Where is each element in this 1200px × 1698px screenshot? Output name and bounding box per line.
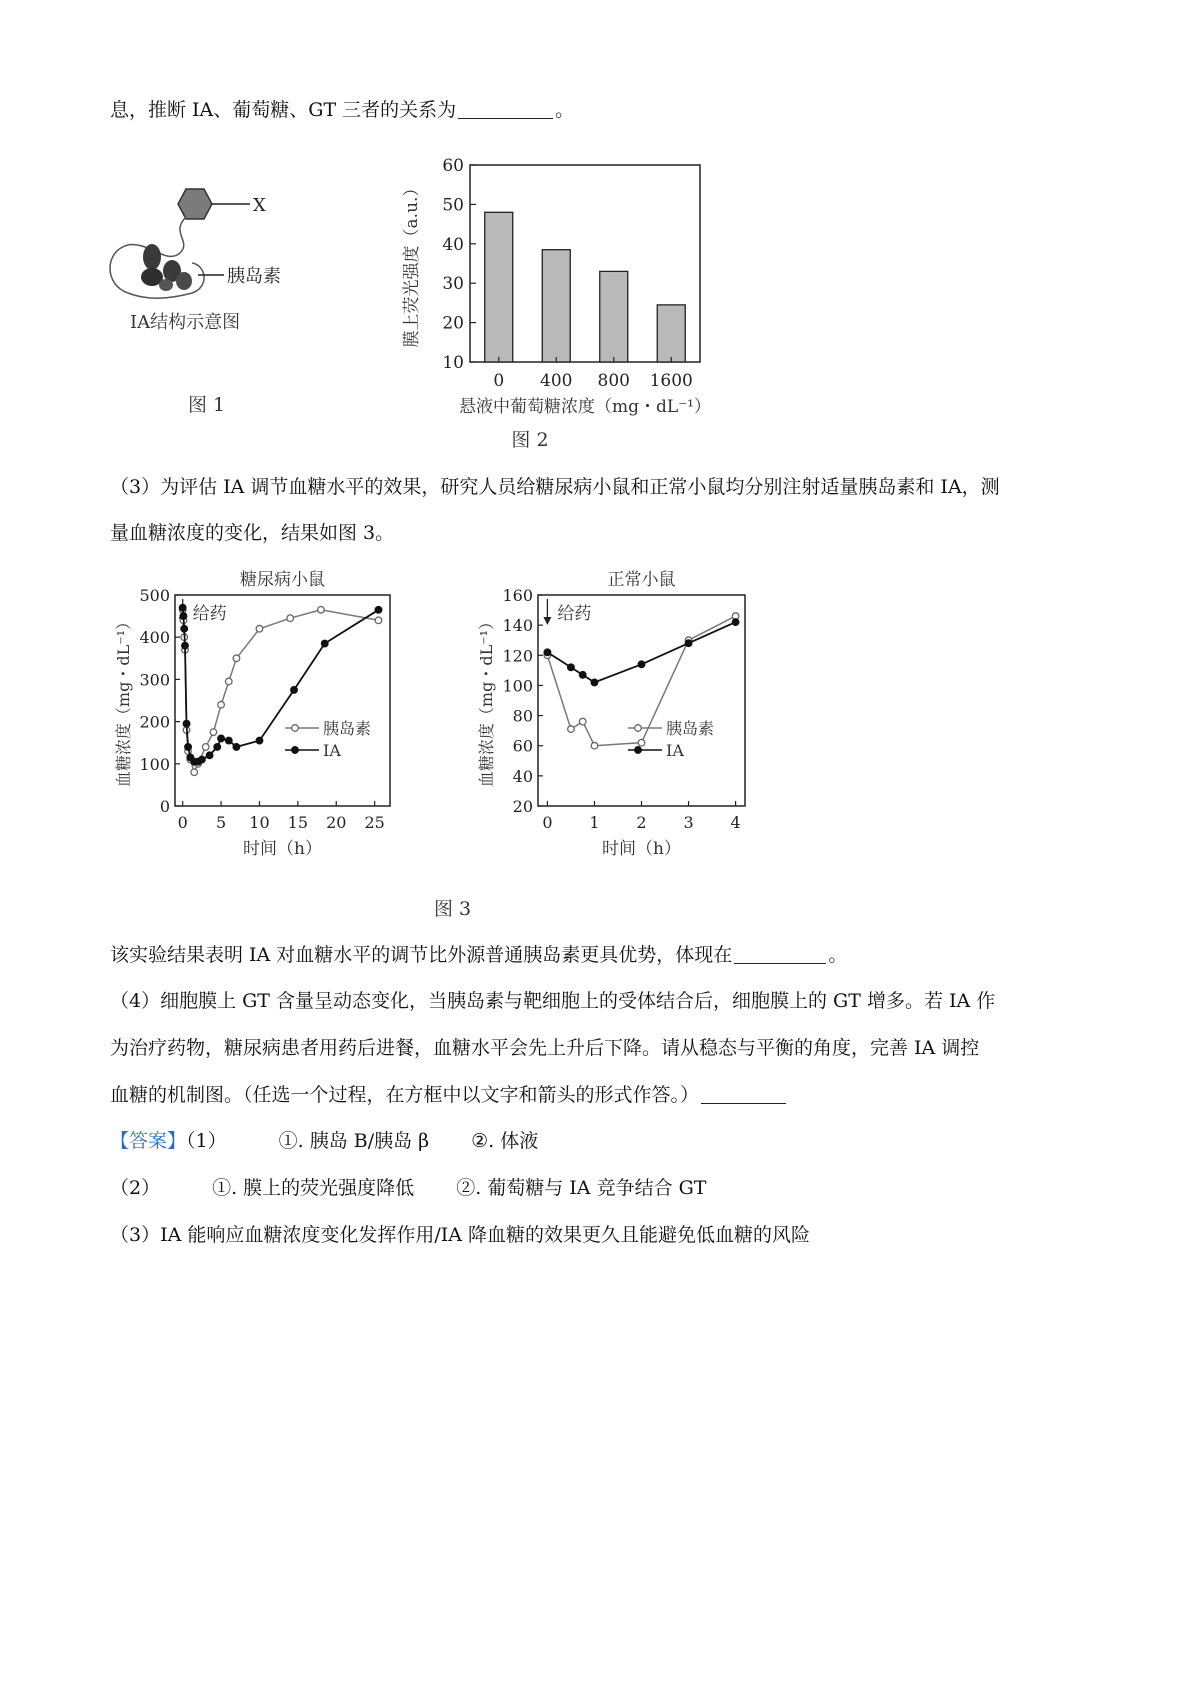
fig2-y-tick-label: 40 bbox=[442, 234, 464, 255]
figure-3-normal-chart bbox=[470, 560, 810, 890]
fig3b-dosing-arrowhead bbox=[543, 617, 551, 625]
fig1-label-x: X bbox=[253, 195, 266, 216]
q3-line-1: （3）为评估 IA 调节血糖水平的效果，研究人员给糖尿病小鼠和正常小鼠均分别注射适量胰岛素和 IA，测 bbox=[110, 476, 1000, 498]
fig3b-y-tick-label: 80 bbox=[512, 706, 533, 726]
q3-line-2: 量血糖浓度的变化，结果如图 3。 bbox=[110, 522, 395, 544]
fig3a-annotation: 给药 bbox=[192, 604, 227, 624]
fig3a-series-line-ia bbox=[183, 608, 379, 762]
fig2-y-tick-label: 20 bbox=[442, 313, 464, 334]
result-line bbox=[110, 945, 847, 965]
fig3-caption: 图 3 bbox=[434, 898, 472, 920]
fig3a-y-tick-label: 300 bbox=[139, 670, 170, 690]
fig3a-plot-frame bbox=[175, 595, 390, 806]
answer-line-1 bbox=[110, 1132, 538, 1151]
q4-line-3 bbox=[110, 1085, 788, 1105]
fig3a-point-ia bbox=[256, 737, 263, 744]
fig3a-y-tick-label: 100 bbox=[139, 754, 170, 774]
fig3a-series-line-insulin bbox=[183, 610, 379, 772]
fig2-y-axis-label: 膜上荧光强度（a.u.） bbox=[402, 179, 422, 348]
fig3b-x-tick-label: 3 bbox=[683, 813, 694, 832]
fig3a-x-axis-label: 时间（h） bbox=[243, 839, 322, 859]
answer-1-num: （1） bbox=[186, 1130, 227, 1152]
fig3b-x-tick-label: 0 bbox=[542, 813, 553, 832]
fig3b-point-ia bbox=[638, 661, 645, 668]
fig3a-x-tick-label: 10 bbox=[249, 813, 270, 832]
fig2-y-tick-label: 50 bbox=[442, 195, 464, 216]
insulin-molecule-icon bbox=[141, 244, 192, 291]
question-line-1 bbox=[110, 100, 574, 120]
fig3a-point-ia bbox=[199, 756, 206, 763]
answer-blank bbox=[734, 945, 826, 964]
fig3a-y-tick-label: 200 bbox=[139, 712, 170, 732]
fig3a-point-ia bbox=[233, 744, 240, 751]
fig2-x-tick-label: 0 bbox=[493, 371, 505, 391]
fig3b-point-ia bbox=[568, 664, 575, 671]
fig2-y-tick-label: 60 bbox=[442, 156, 464, 176]
fig3b-y-tick-label: 160 bbox=[502, 586, 533, 605]
fig3a-point-ia bbox=[206, 752, 213, 759]
answer-2-num: （2） bbox=[110, 1177, 161, 1199]
q4-line-1: （4）细胞膜上 GT 含量呈动态变化，当胰岛素与靶细胞上的受体结合后，细胞膜上的 GT 增多。若 IA 作 bbox=[110, 990, 996, 1012]
fig1-inner-caption: IA结构示意图 bbox=[130, 312, 241, 333]
answer-1-ii: ②. 体液 bbox=[471, 1130, 539, 1152]
q4-line-2: 为治疗药物，糖尿病患者用药后进餐，血糖水平会先上升后下降。请从稳态与平衡的角度，完善 IA 调控 bbox=[110, 1037, 980, 1059]
fig3b-legend-label: IA bbox=[666, 741, 684, 760]
fig1-label-insulin: 胰岛素 bbox=[227, 266, 281, 287]
fig3a-legend-label: 胰岛素 bbox=[323, 719, 372, 738]
answer-2-i: ①. 膜上的荧光强度降低 bbox=[212, 1177, 415, 1199]
figure-3-diabetic-chart bbox=[110, 560, 440, 890]
fig3a-legend-marker bbox=[292, 725, 299, 732]
fig2-bar bbox=[485, 212, 513, 362]
fig3a-point-ia bbox=[375, 606, 382, 613]
question-text-end: 。 bbox=[555, 99, 575, 121]
fig3a-point-ia bbox=[180, 613, 187, 620]
fig3b-y-axis-label: 血糖浓度（mg・dL⁻¹） bbox=[477, 613, 496, 788]
fig3b-legend-label: 胰岛素 bbox=[666, 719, 715, 738]
fig3a-point-ia bbox=[321, 640, 328, 647]
fig3a-point-ia bbox=[214, 744, 221, 751]
fig3a-point-insulin bbox=[233, 655, 240, 662]
result-text-end: 。 bbox=[828, 944, 848, 966]
fig3b-annotation: 给药 bbox=[557, 604, 592, 624]
fig3a-point-insulin bbox=[256, 625, 263, 632]
answer-line-3: （3）IA 能响应血糖浓度变化发挥作用/IA 降血糖的效果更久且能避免低血糖的风险 bbox=[110, 1224, 811, 1246]
answer-blank bbox=[458, 100, 553, 119]
fig3b-x-tick-label: 4 bbox=[730, 813, 741, 832]
fig3b-title: 正常小鼠 bbox=[607, 570, 676, 590]
fig3a-legend-marker bbox=[292, 747, 299, 754]
fig2-caption: 图 2 bbox=[511, 429, 549, 451]
fig3a-point-insulin bbox=[210, 729, 217, 736]
fig2-x-tick-label: 400 bbox=[540, 371, 573, 391]
fig2-y-tick-label: 10 bbox=[442, 353, 464, 373]
fig3a-x-tick-label: 25 bbox=[364, 813, 385, 832]
fig3a-point-ia bbox=[179, 604, 186, 611]
fig3a-y-axis-label: 血糖浓度（mg・dL⁻¹） bbox=[114, 613, 133, 788]
hexagon-x-icon bbox=[178, 189, 212, 219]
fig3b-x-axis-label: 时间（h） bbox=[602, 839, 681, 859]
fig3b-point-ia bbox=[544, 649, 551, 656]
fig2-bar bbox=[600, 271, 628, 362]
fig3b-y-tick-label: 100 bbox=[502, 676, 533, 696]
fig1-caption: 图 1 bbox=[188, 394, 226, 416]
fig3a-title: 糖尿病小鼠 bbox=[240, 570, 325, 590]
fig2-bar bbox=[542, 250, 570, 362]
figure-1 bbox=[100, 175, 340, 455]
fig3a-point-insulin bbox=[375, 617, 382, 624]
fig3b-point-insulin bbox=[591, 742, 598, 749]
fig3a-point-insulin bbox=[225, 678, 232, 685]
fig3a-point-insulin bbox=[218, 701, 225, 708]
question-text: 息，推断 IA、葡萄糖、GT 三者的关系为 bbox=[110, 99, 457, 121]
fig3a-point-ia bbox=[182, 642, 189, 649]
fig3a-point-ia bbox=[185, 744, 192, 751]
fig3b-y-tick-label: 40 bbox=[512, 766, 533, 786]
fig3a-x-tick-label: 0 bbox=[177, 813, 188, 832]
fig3a-x-tick-label: 15 bbox=[287, 813, 309, 832]
fig3b-x-tick-label: 1 bbox=[589, 813, 600, 832]
fig3a-point-insulin bbox=[191, 769, 198, 776]
fig3a-y-tick-label: 500 bbox=[139, 586, 170, 605]
fig3b-legend-marker bbox=[635, 725, 642, 732]
fig3a-point-ia bbox=[181, 625, 188, 632]
fig3a-y-tick-label: 400 bbox=[139, 628, 170, 648]
fig3b-y-tick-label: 140 bbox=[502, 616, 533, 636]
answer-blank bbox=[701, 1085, 786, 1104]
answer-tag: 【答案】 bbox=[110, 1130, 187, 1152]
answer-line-2 bbox=[110, 1179, 706, 1198]
fig3b-point-insulin bbox=[638, 739, 645, 746]
fig2-x-axis-label: 悬液中葡萄糖浓度（mg・dL⁻¹） bbox=[459, 397, 711, 417]
fig2-x-tick-label: 1600 bbox=[649, 371, 693, 391]
fig3b-point-insulin bbox=[579, 718, 586, 725]
fig2-bar bbox=[657, 305, 685, 362]
fig3b-y-tick-label: 120 bbox=[502, 646, 533, 666]
fig3a-point-ia bbox=[183, 720, 190, 727]
fig2-x-tick-label: 800 bbox=[597, 371, 630, 391]
fig2-y-tick-label: 30 bbox=[442, 274, 464, 295]
fig3a-point-ia bbox=[218, 735, 225, 742]
fig3b-point-ia bbox=[591, 679, 598, 686]
fig3b-legend-marker bbox=[635, 747, 642, 754]
fig3a-legend-label: IA bbox=[323, 741, 341, 760]
fig3b-point-ia bbox=[579, 672, 586, 679]
fig3b-y-tick-label: 60 bbox=[512, 736, 533, 756]
fig3a-y-tick-label: 0 bbox=[159, 797, 170, 816]
fig3a-point-insulin bbox=[318, 606, 325, 613]
fig3a-point-ia bbox=[291, 687, 298, 694]
fig3a-point-insulin bbox=[287, 615, 294, 622]
fig3b-point-ia bbox=[732, 619, 739, 626]
fig3a-x-tick-label: 20 bbox=[326, 813, 347, 832]
answer-1-i: ①. 胰岛 B/胰岛 β bbox=[278, 1130, 430, 1152]
fig3a-point-insulin bbox=[202, 744, 209, 751]
fig3b-y-tick-label: 20 bbox=[512, 797, 533, 816]
fig3b-point-insulin bbox=[568, 726, 575, 733]
fig3a-x-tick-label: 5 bbox=[215, 813, 227, 832]
fig3b-x-tick-label: 2 bbox=[636, 813, 647, 832]
fig3a-point-ia bbox=[225, 737, 232, 744]
figure-2-bar-chart bbox=[395, 140, 755, 460]
q4-text: 血糖的机制图。（任选一个过程，在方框中以文字和箭头的形式作答。） bbox=[110, 1084, 700, 1106]
result-text: 该实验结果表明 IA 对血糖水平的调节比外源普通胰岛素更具优势，体现在 bbox=[110, 944, 733, 966]
answer-2-ii: ②. 葡萄糖与 IA 竞争结合 GT bbox=[456, 1177, 707, 1199]
fig3b-point-ia bbox=[685, 640, 692, 647]
